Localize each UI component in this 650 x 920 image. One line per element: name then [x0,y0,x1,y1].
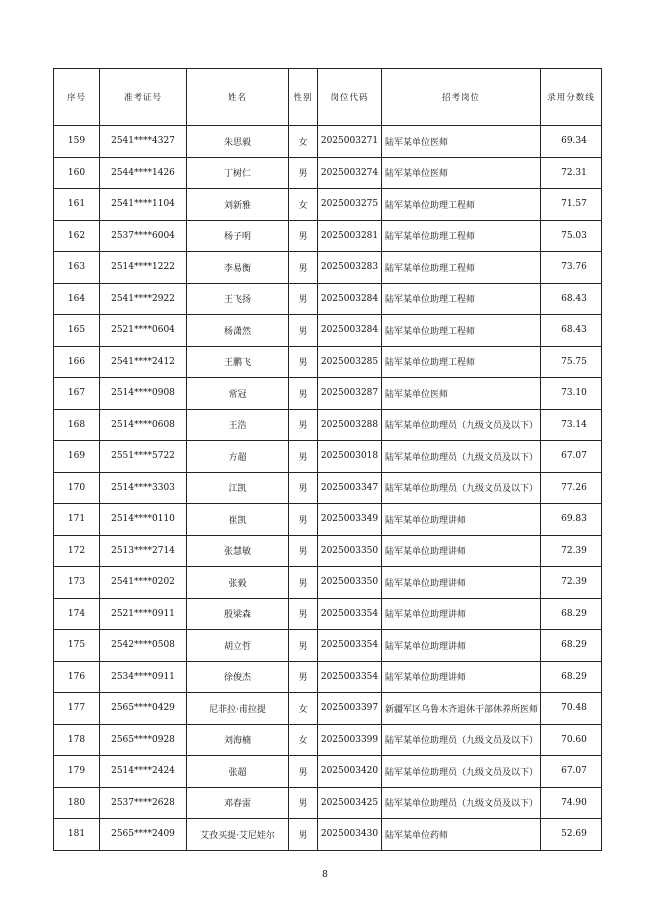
cell-exam-id: 2565****2409 [100,819,187,851]
table-row [54,409,602,441]
cell-seq: 161 [54,189,100,221]
cell-position: 陆军某单位医师 [382,378,541,410]
score-table-container [53,68,601,851]
cell-cutoff-score: 73.10 [541,378,602,410]
cell-position-code: 2025003425 [318,787,382,819]
table-row [54,504,602,536]
cell-seq: 166 [54,346,100,378]
cell-position: 陆军某单位助理工程师 [382,346,541,378]
cell-gender: 男 [289,157,318,189]
cell-position: 陆军某单位助理讲师 [382,598,541,630]
cell-position-code: 2025003354 [318,598,382,630]
cell-name: 徐俊杰 [187,661,289,693]
header-gender: 性别 [289,69,318,126]
cell-gender: 男 [289,346,318,378]
cell-seq: 180 [54,787,100,819]
cell-position: 陆军某单位助理讲师 [382,661,541,693]
cell-cutoff-score: 77.26 [541,472,602,504]
table-row [54,220,602,252]
cell-position: 陆军某单位助理员（九级文员及以下） [382,787,541,819]
cell-position-code: 2025003420 [318,756,382,788]
cell-seq: 163 [54,252,100,284]
table-row [54,535,602,567]
cell-gender: 男 [289,378,318,410]
cell-gender: 女 [289,724,318,756]
cell-cutoff-score: 68.43 [541,315,602,347]
cell-seq: 177 [54,693,100,725]
cell-seq: 175 [54,630,100,662]
table-row [54,598,602,630]
table-row [54,472,602,504]
cell-cutoff-score: 70.48 [541,693,602,725]
cell-gender: 男 [289,567,318,599]
cell-gender: 男 [289,756,318,788]
cell-position-code: 2025003354 [318,661,382,693]
cell-position: 陆军某单位助理工程师 [382,315,541,347]
header-cutoff-score: 录用分数线 [541,69,602,126]
cell-seq: 181 [54,819,100,851]
cell-name: 艾孜买提·艾尼娃尔 [187,819,289,851]
cell-position-code: 2025003274 [318,157,382,189]
cell-cutoff-score: 73.76 [541,252,602,284]
table-row [54,787,602,819]
cell-name: 刘海楠 [187,724,289,756]
cell-seq: 167 [54,378,100,410]
cell-cutoff-score: 69.83 [541,504,602,536]
table-row [54,283,602,315]
cell-position: 陆军某单位助理讲师 [382,567,541,599]
cell-name: 张慧敏 [187,535,289,567]
cell-name: 王飞扬 [187,283,289,315]
cell-exam-id: 2565****0928 [100,724,187,756]
cell-position: 陆军某单位医师 [382,157,541,189]
cell-name: 江凯 [187,472,289,504]
cell-exam-id: 2521****0604 [100,315,187,347]
cell-gender: 男 [289,504,318,536]
cell-position-code: 2025003354 [318,630,382,662]
table-row [54,819,602,851]
cell-exam-id: 2541****2922 [100,283,187,315]
cell-seq: 173 [54,567,100,599]
cell-position: 陆军某单位助理工程师 [382,220,541,252]
cell-exam-id: 2514****2424 [100,756,187,788]
table-row [54,378,602,410]
page-number: 8 [322,870,328,880]
cell-seq: 159 [54,126,100,158]
cell-position: 陆军某单位药师 [382,819,541,851]
cell-seq: 179 [54,756,100,788]
cell-gender: 男 [289,535,318,567]
cell-position: 陆军某单位助理员（九级文员及以下） [382,724,541,756]
cell-exam-id: 2541****2412 [100,346,187,378]
table-row [54,567,602,599]
table-row [54,661,602,693]
cell-position: 陆军某单位助理员（九级文员及以下） [382,409,541,441]
cell-cutoff-score: 68.29 [541,630,602,662]
cell-cutoff-score: 67.07 [541,441,602,473]
table-row [54,252,602,284]
cell-exam-id: 2514****3303 [100,472,187,504]
cell-exam-id: 2541****1104 [100,189,187,221]
cell-gender: 男 [289,472,318,504]
cell-exam-id: 2541****4327 [100,126,187,158]
cell-position: 陆军某单位助理员（九级文员及以下） [382,756,541,788]
cell-position: 陆军某单位助理工程师 [382,189,541,221]
cell-exam-id: 2514****0908 [100,378,187,410]
cell-name: 朱思毅 [187,126,289,158]
cell-name: 胡立哲 [187,630,289,662]
header-position: 招考岗位 [382,69,541,126]
header-exam-id: 准考证号 [100,69,187,126]
table-row [54,157,602,189]
cell-gender: 男 [289,661,318,693]
cell-gender: 女 [289,693,318,725]
cell-seq: 164 [54,283,100,315]
cell-cutoff-score: 75.75 [541,346,602,378]
cell-exam-id: 2541****0202 [100,567,187,599]
table-row [54,630,602,662]
cell-name: 尼菲拉·甫拉提 [187,693,289,725]
cell-cutoff-score: 52.69 [541,819,602,851]
cell-name: 殷梁森 [187,598,289,630]
cell-position-code: 2025003288 [318,409,382,441]
cell-seq: 165 [54,315,100,347]
cell-name: 刘新雅 [187,189,289,221]
cell-gender: 男 [289,283,318,315]
cell-position-code: 2025003281 [318,220,382,252]
table-body [54,126,602,851]
cell-name: 杨潇然 [187,315,289,347]
cell-gender: 女 [289,189,318,221]
cell-position-code: 2025003350 [318,567,382,599]
cell-name: 方超 [187,441,289,473]
cell-gender: 男 [289,819,318,851]
cell-cutoff-score: 74.90 [541,787,602,819]
cell-position-code: 2025003275 [318,189,382,221]
cell-cutoff-score: 68.29 [541,598,602,630]
cell-exam-id: 2514****0608 [100,409,187,441]
cell-position: 陆军某单位助理讲师 [382,504,541,536]
cell-position-code: 2025003271 [318,126,382,158]
cell-position: 陆军某单位助理工程师 [382,252,541,284]
cell-name: 王浩 [187,409,289,441]
cell-seq: 162 [54,220,100,252]
cell-seq: 174 [54,598,100,630]
cell-cutoff-score: 75.03 [541,220,602,252]
cell-seq: 160 [54,157,100,189]
cell-cutoff-score: 72.31 [541,157,602,189]
header-seq: 序号 [54,69,100,126]
cell-seq: 170 [54,472,100,504]
cell-gender: 女 [289,126,318,158]
cell-gender: 男 [289,220,318,252]
cell-exam-id: 2544****1426 [100,157,187,189]
cell-name: 张毅 [187,567,289,599]
cell-position-code: 2025003350 [318,535,382,567]
cell-gender: 男 [289,252,318,284]
cell-cutoff-score: 68.29 [541,661,602,693]
cell-name: 崔凯 [187,504,289,536]
cell-gender: 男 [289,630,318,662]
table-row [54,346,602,378]
cell-position: 陆军某单位助理讲师 [382,630,541,662]
cell-position: 陆军某单位医师 [382,126,541,158]
cell-position-code: 2025003347 [318,472,382,504]
cell-position-code: 2025003287 [318,378,382,410]
cell-cutoff-score: 73.14 [541,409,602,441]
cell-gender: 男 [289,409,318,441]
cell-position-code: 2025003018 [318,441,382,473]
cell-cutoff-score: 70.60 [541,724,602,756]
cell-name: 邓春雷 [187,787,289,819]
cell-exam-id: 2537****2628 [100,787,187,819]
cell-position-code: 2025003399 [318,724,382,756]
cell-gender: 男 [289,787,318,819]
cell-exam-id: 2513****2714 [100,535,187,567]
table-row [54,693,602,725]
table-row [54,315,602,347]
cell-cutoff-score: 67.07 [541,756,602,788]
cell-gender: 男 [289,441,318,473]
cell-position-code: 2025003284 [318,315,382,347]
cell-position-code: 2025003284 [318,283,382,315]
table-header-row [54,69,602,126]
cell-cutoff-score: 72.39 [541,567,602,599]
cell-exam-id: 2514****0110 [100,504,187,536]
table-row [54,756,602,788]
cell-exam-id: 2565****0429 [100,693,187,725]
cell-gender: 男 [289,315,318,347]
table-row [54,189,602,221]
cell-seq: 172 [54,535,100,567]
cell-exam-id: 2537****6004 [100,220,187,252]
cell-name: 丁树仁 [187,157,289,189]
cell-name: 李易衡 [187,252,289,284]
table-row [54,126,602,158]
cell-exam-id: 2551****5722 [100,441,187,473]
cell-name: 张超 [187,756,289,788]
cell-seq: 178 [54,724,100,756]
cell-position: 新疆军区乌鲁木齐退休干部休养所医师 [382,693,541,725]
cell-gender: 男 [289,598,318,630]
cell-cutoff-score: 69.34 [541,126,602,158]
table-row [54,724,602,756]
cell-seq: 176 [54,661,100,693]
cell-seq: 169 [54,441,100,473]
header-name: 姓名 [187,69,289,126]
cell-exam-id: 2542****0508 [100,630,187,662]
header-position-code: 岗位代码 [318,69,382,126]
cell-cutoff-score: 71.57 [541,189,602,221]
cell-position-code: 2025003283 [318,252,382,284]
table-row [54,441,602,473]
cell-position: 陆军某单位助理员（九级文员及以下） [382,441,541,473]
admission-score-table [53,68,602,851]
cell-position: 陆军某单位助理讲师 [382,535,541,567]
cell-name: 王鹏飞 [187,346,289,378]
cell-seq: 171 [54,504,100,536]
cell-position-code: 2025003349 [318,504,382,536]
cell-cutoff-score: 72.39 [541,535,602,567]
cell-name: 杨子明 [187,220,289,252]
cell-seq: 168 [54,409,100,441]
cell-name: 常冠 [187,378,289,410]
cell-cutoff-score: 68.43 [541,283,602,315]
cell-position-code: 2025003285 [318,346,382,378]
cell-position-code: 2025003430 [318,819,382,851]
cell-position: 陆军某单位助理员（九级文员及以下） [382,472,541,504]
cell-exam-id: 2534****0911 [100,661,187,693]
cell-position-code: 2025003397 [318,693,382,725]
cell-exam-id: 2514****1222 [100,252,187,284]
cell-exam-id: 2521****0911 [100,598,187,630]
cell-position: 陆军某单位助理工程师 [382,283,541,315]
